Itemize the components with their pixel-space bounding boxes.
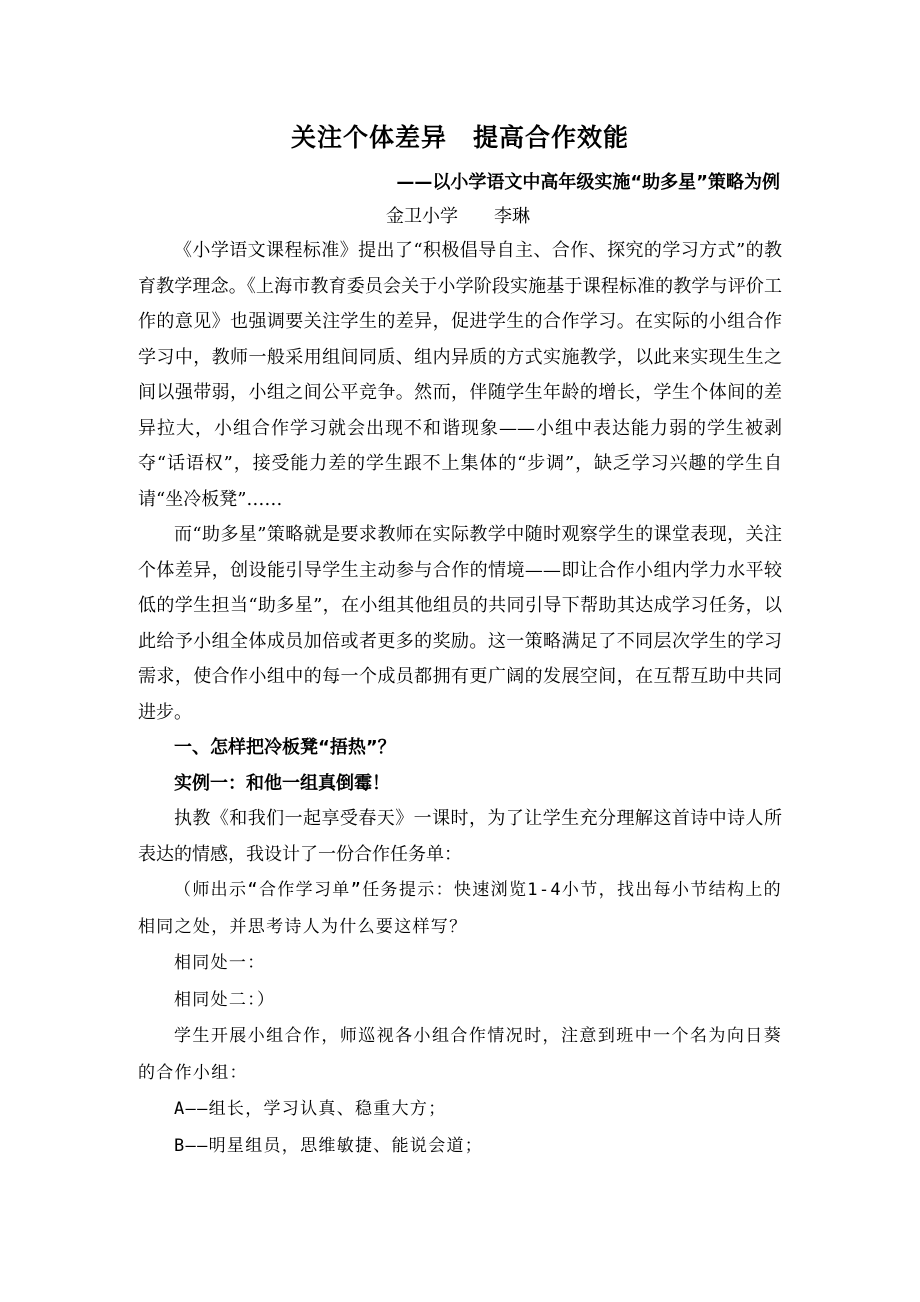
paragraph-group-intro: 学生开展小组合作，师巡视各小组合作情况时，注意到班中一个名为向日葵的合作小组： — [138, 1026, 782, 1083]
paragraph-example: 执教《和我们一起享受春天》一课时，为了让学生充分理解这首诗中诗人所表达的情感，我设计了一份合作任务单： — [138, 808, 782, 865]
paragraph-task-sheet: （师出示“合作学习单”任务提示：快速浏览1-4小节，找出每小节结构上的相同之处，并思考诗人为什么要这样写？ — [138, 880, 782, 937]
paragraph-member-b: B——明星组员，思维敏捷、能说会道； — [174, 1135, 484, 1156]
example-heading: 实例一：和他一组真倒霉！ — [174, 772, 390, 794]
paragraph-strategy: 而“助多星”策略就是要求教师在实际教学中随时观察学生的课堂表现，关注个体差异，创设能引导学生主动参与合作的情境——即让合作小组内学力水平较低的学生担当“助多星”，在小组其他组员的共同引导下帮助其达成学习任务，以此给予小组全体成员加倍或者更多的奖励。这一策略满足了不同层次学生的学习需求，使合作小组中的每一个成员都拥有更广阔的发展空间，在互帮互助中共同进步。 — [138, 524, 782, 723]
author-name: 李琳 — [494, 206, 530, 227]
document-title: 关注个体差异 提高合作效能 — [290, 123, 629, 152]
paragraph-member-a: A——组长，学习认真、稳重大方； — [174, 1099, 447, 1119]
document-body — [138, 233, 782, 1164]
paragraph-similarity-2: 相同处二：） — [174, 989, 276, 1010]
section-heading: 一、怎样把冷板凳“捂热”？ — [174, 737, 396, 758]
school-name: 金卫小学 — [386, 206, 458, 227]
paragraph-similarity-1: 相同处一： — [174, 953, 266, 973]
paragraph-intro: 《小学语文课程标准》提出了“积极倡导自主、合作、探究的学习方式”的教育教学理念。《上海市教育委员会关于小学阶段实施基于课程标准的教学与评价工作的意见》也强调要关注学生的差异，促进学生的合作学习。在实际的小组合作学习中，教师一般采用组间同质、组内异质的方式实施教学，以此来实现生生之间以强带弱，小组之间公平竞争。然而，伴随学生年龄的增长，学生个体间的差异拉大，小组合作学习就会出现不和谐现象——小组中表达能力弱的学生被剥夺“话语权”，接受能力差的学生跟不上集体的“步调”，缺乏学习兴趣的学生自请“坐冷板凳”…… — [138, 240, 782, 510]
author-line — [386, 202, 530, 228]
document-subtitle: ——以小学语文中高年级实施“助多星”策略为例 — [396, 172, 780, 193]
